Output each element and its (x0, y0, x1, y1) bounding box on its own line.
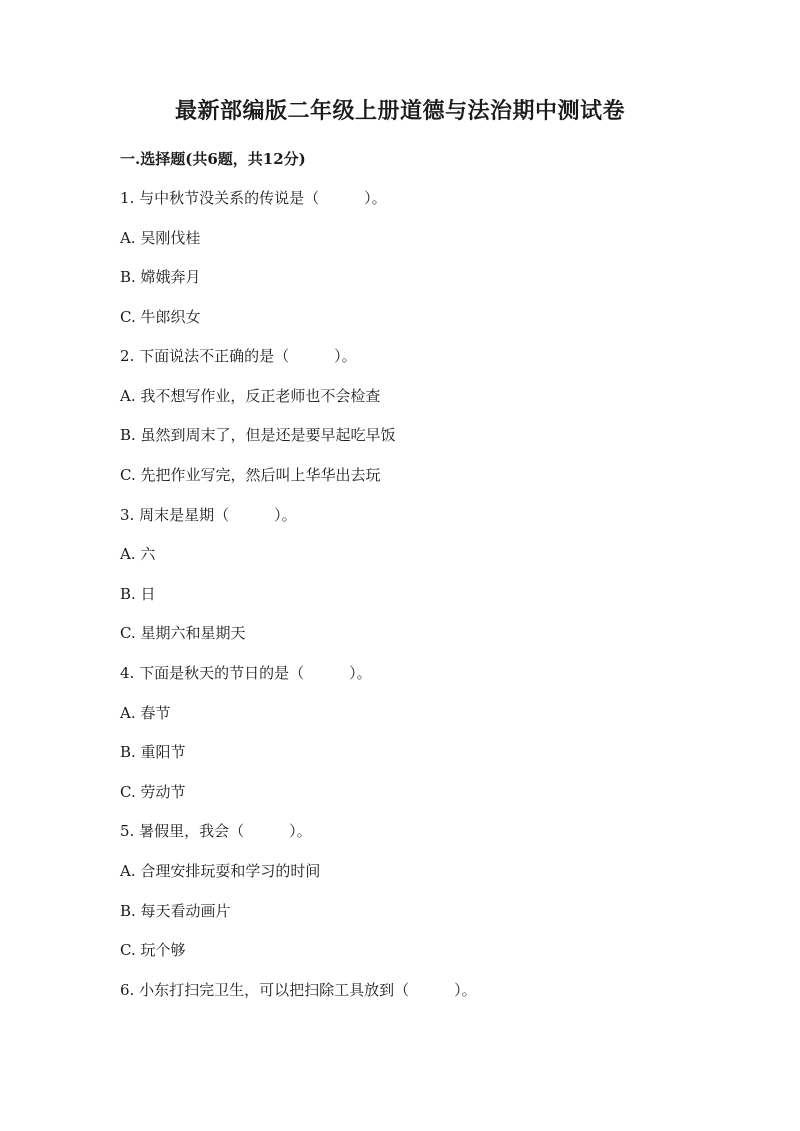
option-item: B. 重阳节 (120, 743, 186, 761)
option-item: B. 嫦娥奔月 (120, 268, 201, 286)
option-item: A. 春节 (120, 704, 171, 722)
question-stem: 6. 小东打扫完卫生，可以把扫除工具放到（ ）。 (120, 981, 477, 999)
option-item: B. 虽然到周末了，但是还是要早起吃早饭 (120, 426, 396, 444)
option-item: C. 玩个够 (120, 941, 186, 959)
page-title: 最新部编版二年级上册道德与法治期中测试卷 (174, 98, 625, 124)
option-item: B. 日 (120, 585, 156, 603)
option-item: A. 吴刚伐桂 (120, 229, 201, 247)
option-item: C. 星期六和星期天 (120, 624, 246, 642)
option-item: C. 先把作业写完，然后叫上华华出去玩 (120, 466, 381, 484)
option-item: C. 劳动节 (120, 783, 186, 801)
question-stem: 3. 周末是星期（ ）。 (120, 506, 297, 524)
question-stem: 5. 暑假里，我会（ ）。 (120, 822, 312, 840)
option-item: A. 六 (120, 545, 156, 563)
option-item: A. 我不想写作业，反正老师也不会检查 (120, 387, 381, 405)
option-item: C. 牛郎织女 (120, 308, 201, 326)
option-item: B. 每天看动画片 (120, 902, 231, 920)
question-stem: 1. 与中秋节没关系的传说是（ ）。 (120, 189, 387, 207)
question-stem: 2. 下面说法不正确的是（ ）。 (120, 347, 357, 365)
option-item: A. 合理安排玩耍和学习的时间 (120, 862, 321, 880)
section-heading: 一.选择题(共6题，共12分) (120, 150, 306, 168)
question-stem: 4. 下面是秋天的节日的是（ ）。 (120, 664, 372, 682)
